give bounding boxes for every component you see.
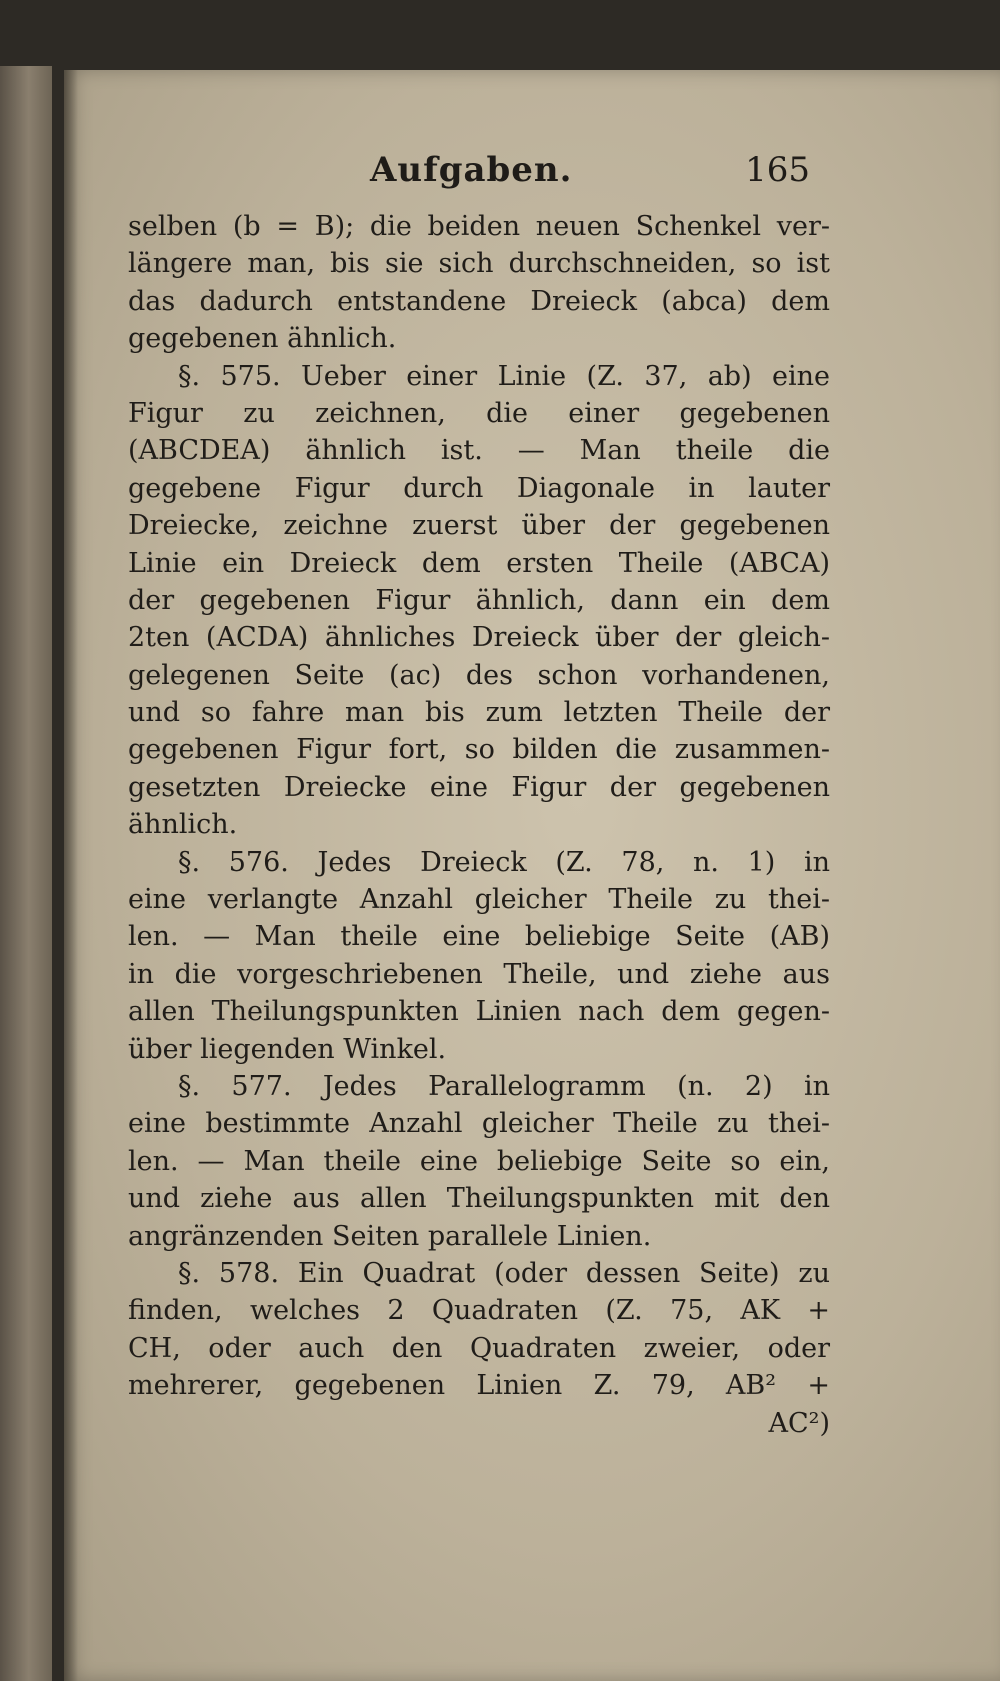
text-line: (ABCDEA) ähnlich ist. — Man theile die xyxy=(128,435,830,467)
text-line: über liegenden Winkel. xyxy=(128,1033,447,1065)
adjacent-page-edge xyxy=(0,66,52,1681)
text-line: finden, welches 2 Quadraten (Z. 75, AK + xyxy=(128,1295,830,1327)
paragraph-575 xyxy=(128,358,830,844)
text-line: das dadurch entstandene Dreieck (abca) dem xyxy=(128,285,830,317)
text-line: und ziehe aus allen Theilungspunkten mit den xyxy=(128,1183,830,1215)
paragraph-576 xyxy=(128,844,830,1068)
text-line: mehrerer, gegebenen Linien Z. 79, AB² + xyxy=(128,1370,830,1402)
text-line: eine verlangte Anzahl gleicher Theile zu thei- xyxy=(128,884,830,916)
text-line: ähnlich. xyxy=(128,809,238,841)
paragraph-577 xyxy=(128,1068,830,1255)
text-line: längere man, bis sie sich durchschneiden, so ist xyxy=(128,248,830,280)
text-line: AC²) xyxy=(768,1407,830,1439)
text-line: §. 576. Jedes Dreieck (Z. 78, n. 1) in xyxy=(178,846,830,878)
text-line: gegebene Figur durch Diagonale in lauter xyxy=(128,472,830,504)
page-number: 165 xyxy=(745,150,810,190)
text-line: der gegebenen Figur ähnlich, dann ein dem xyxy=(128,584,830,616)
text-line: gegebenen Figur fort, so bilden die zusammen- xyxy=(128,734,830,766)
text-line: in die vorgeschriebenen Theile, und ziehe aus xyxy=(128,958,830,990)
text-line: len. — Man theile eine beliebige Seite (AB) xyxy=(128,921,830,953)
page-gutter-shadow xyxy=(64,70,78,1681)
text-line: CH, oder auch den Quadraten zweier, oder xyxy=(128,1332,830,1364)
text-line: angränzenden Seiten parallele Linien. xyxy=(128,1220,652,1252)
text-line: gelegenen Seite (ac) des schon vorhandenen, xyxy=(128,659,830,691)
text-line: §. 577. Jedes Parallelogramm (n. 2) in xyxy=(178,1070,830,1102)
text-line: Figur zu zeichnen, die einer gegebenen xyxy=(128,397,830,429)
paragraph-578 xyxy=(128,1255,830,1442)
text-line: allen Theilungspunkten Linien nach dem gegen- xyxy=(128,996,830,1028)
paragraph xyxy=(128,208,830,358)
text-line: §. 575. Ueber einer Linie (Z. 37, ab) eine xyxy=(178,360,830,392)
text-line: und so fahre man bis zum letzten Theile der xyxy=(128,697,830,729)
text-line: gesetzten Dreiecke eine Figur der gegebenen xyxy=(128,771,830,803)
page-header xyxy=(140,150,820,190)
text-line: len. — Man theile eine beliebige Seite so ein, xyxy=(128,1145,830,1177)
body-text xyxy=(128,208,830,1442)
text-line: eine bestimmte Anzahl gleicher Theile zu thei- xyxy=(128,1108,830,1140)
running-head: Aufgaben. xyxy=(370,150,573,190)
text-line: selben (b = B); die beiden neuen Schenkel ver- xyxy=(128,211,830,242)
text-line: §. 578. Ein Quadrat (oder dessen Seite) zu xyxy=(178,1257,830,1289)
text-line: Dreiecke, zeichne zuerst über der gegebenen xyxy=(128,510,830,542)
text-line: gegebenen ähnlich. xyxy=(128,323,397,355)
text-line: 2ten (ACDA) ähnliches Dreieck über der gleich- xyxy=(128,622,830,654)
text-line: Linie ein Dreieck dem ersten Theile (ABCA) xyxy=(128,547,830,579)
